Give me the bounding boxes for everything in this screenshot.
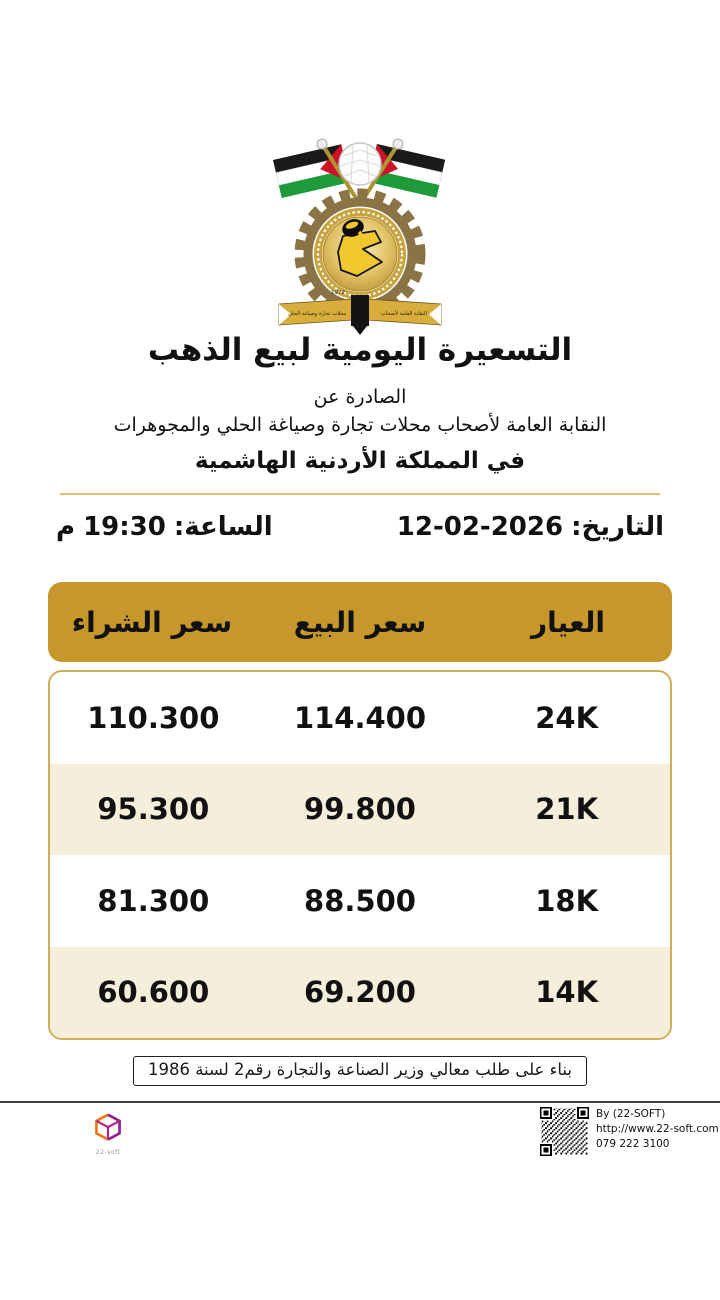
table-row-18k <box>50 855 670 947</box>
credit-by: By (22-SOFT) <box>596 1108 666 1120</box>
subtitle-kingdom: في المملكة الأردنية الهاشمية <box>194 448 526 474</box>
column-header-sell-price: سعر البيع <box>293 605 427 639</box>
table-row-21k <box>50 764 670 856</box>
buy-price-value: 95.300 <box>97 792 210 827</box>
qr-code-icon <box>540 1107 589 1156</box>
footer-divider <box>0 1101 720 1103</box>
sell-price-value: 88.500 <box>304 883 416 918</box>
time-suffix: م <box>56 512 76 542</box>
gold-divider <box>60 493 660 495</box>
date-field <box>397 512 664 542</box>
date-label: التاريخ: <box>571 512 664 542</box>
sell-price-value: 114.400 <box>293 700 427 735</box>
emblem-year: 1972 <box>331 290 345 296</box>
subtitle-issued-by: الصادرة عن <box>313 386 407 408</box>
credit-url: http://www.22-soft.com <box>596 1123 719 1136</box>
syndicate-emblem <box>0 136 720 342</box>
ministerial-note: بناء على طلب معالي وزير الصناعة والتجارة رقم2 لسنة 1986 <box>133 1056 587 1086</box>
karat-value: 24K <box>535 700 599 735</box>
sell-price-value: 69.200 <box>304 975 416 1010</box>
column-header-buy-price: سعر الشراء <box>71 605 233 639</box>
karat-value: 21K <box>535 792 599 827</box>
sell-price-value: 99.800 <box>304 792 416 827</box>
ribbon-text-left: محلات تجارة وصياغة الحلي <box>287 311 347 317</box>
syndicate-emblem-icon <box>265 136 455 338</box>
time-field <box>56 512 273 542</box>
page-title: التسعيرة اليومية لبيع الذهب <box>147 332 573 368</box>
time-label: الساعة: <box>173 512 273 542</box>
time-value: 19:30 <box>83 512 166 542</box>
credit-block <box>540 1107 719 1156</box>
buy-price-value: 110.300 <box>87 700 220 735</box>
table-row-14k <box>50 947 670 1039</box>
credit-text <box>596 1107 719 1153</box>
ribbon-banner-icon <box>279 295 441 335</box>
vendor-logo-caption: 22-soft <box>95 1149 121 1156</box>
column-header-karat: العيار <box>531 605 605 639</box>
karat-value: 18K <box>535 883 599 918</box>
pearl-icon <box>339 143 381 185</box>
karat-value: 14K <box>535 975 599 1010</box>
date-value: 12-02-2026 <box>396 512 564 542</box>
buy-price-value: 60.600 <box>97 975 210 1010</box>
table-row-24k <box>50 672 670 764</box>
subtitle-syndicate-name: النقابة العامة لأصحاب محلات تجارة وصياغة الحلي والمجوهرات <box>113 414 607 436</box>
credit-phone: 079 222 3100 <box>596 1138 670 1151</box>
vendor-logo <box>86 1112 130 1156</box>
ministerial-note-wrap <box>0 1056 720 1086</box>
ribbon-text-right: النقابة العامة لأصحاب <box>380 311 428 317</box>
price-table <box>48 670 672 1040</box>
cube-logo-icon <box>91 1112 125 1144</box>
datetime-row <box>56 512 664 542</box>
buy-price-value: 81.300 <box>97 883 210 918</box>
price-table-header <box>48 582 672 662</box>
